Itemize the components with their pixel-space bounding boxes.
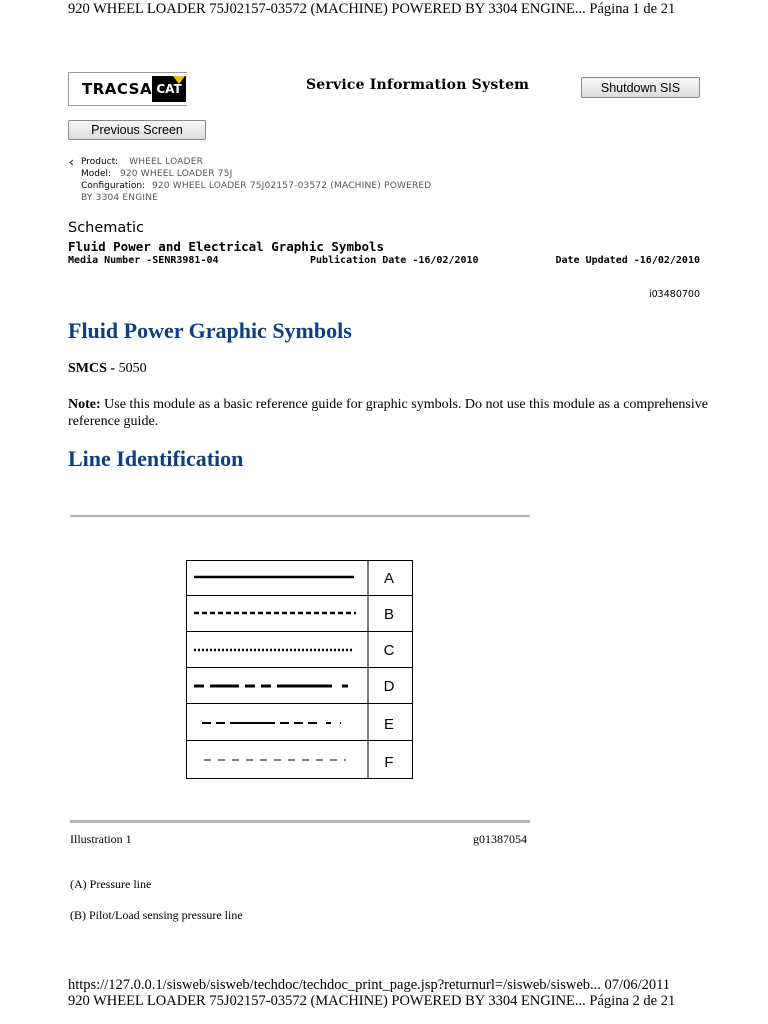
tracsa-cat-logo [68,72,187,106]
page-heading: Fluid Power Graphic Symbols [68,318,352,343]
line-letter-a: A [383,570,395,587]
product-label: Product: [81,157,119,167]
configuration-label: Configuration: [81,181,146,191]
publication-date: Publication Date -16/02/2010 [310,255,479,266]
line-letter-e: E [383,716,395,733]
logo-text: TRACSA [82,80,153,98]
note-text: Use this module as a basic reference guide for graphic symbols. Do not use this module as a comprehensive reference guide. [68,397,708,429]
note-paragraph [68,396,708,430]
line-identification-illustration [186,560,413,779]
line-letter-d: D [383,678,395,695]
chevron-left-icon[interactable] [68,159,75,166]
section-heading: Line Identification [68,446,244,471]
shutdown-sis-button[interactable]: Shutdown SIS [581,77,700,98]
configuration-value: 920 WHEEL LOADER 75J02157-03572 (MACHINE) POWERED [151,181,432,191]
app-title: Service Information System [306,77,530,93]
print-page-header: 920 WHEEL LOADER 75J02157-03572 (MACHINE) POWERED BY 3304 ENGINE... Página 1 de 21 [68,1,676,17]
configuration-row-2 [81,192,158,204]
document-id: i03480700 [649,289,700,300]
smcs-label: SMCS - [68,361,116,376]
media-info-row [68,255,700,269]
line-letter-b: B [383,606,395,623]
smcs-value: 5050 [118,361,147,376]
product-row [81,156,203,168]
product-value: WHEEL LOADER [129,157,204,167]
illustration-frame [187,561,413,779]
document-type: Schematic [68,220,144,236]
date-updated: Date Updated -16/02/2010 [555,255,700,266]
model-label: Model: [81,169,112,179]
previous-screen-button[interactable]: Previous Screen [68,120,206,140]
illustration-caption: Illustration 1 [70,832,132,846]
print-page-footer-url: https://127.0.0.1/sisweb/sisweb/techdoc/techdoc_print_page.jsp?returnurl=/sisweb/sisweb... 07/06/2011 [68,977,671,993]
smcs-code [68,361,147,377]
legend-item: (A) Pressure line [70,877,152,891]
illustration-bottom-divider [70,820,530,823]
legend-item: (B) Pilot/Load sensing pressure line [70,908,243,922]
document-title: Fluid Power and Electrical Graphic Symbols [68,239,385,254]
line-letter-c: C [383,642,395,659]
illustration-id: g01387054 [473,832,527,846]
cat-logo-badge: CAT [152,76,186,102]
next-page-header: 920 WHEEL LOADER 75J02157-03572 (MACHINE) POWERED BY 3304 ENGINE... Página 2 de 21 [68,993,676,1009]
configuration-row [81,180,431,192]
cat-logo-triangle-icon [173,76,185,84]
model-row [81,168,233,180]
media-number: Media Number -SENR3981-04 [68,255,219,266]
model-value: 920 WHEEL LOADER 75J [119,169,233,179]
note-label: Note: [68,397,101,412]
configuration-value-2: BY 3304 ENGINE [81,193,159,203]
illustration-top-divider [70,515,530,517]
line-letter-f: F [384,754,394,771]
